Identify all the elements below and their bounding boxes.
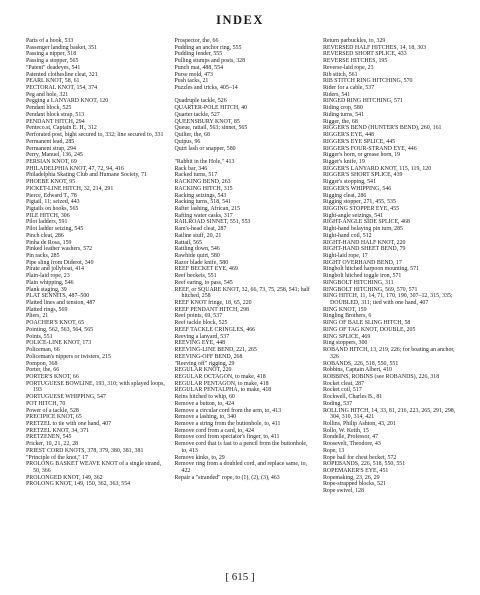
index-entry: RING OF BALE SLING HITCH, 58 [323,320,411,327]
index-entry: PILE HITCH, 306 [26,212,70,219]
index-entry: Reef points, 69, 537 [174,313,223,320]
index-entry: Reins hitched to whip, 60 [174,394,235,401]
index-entry: Purse mold, 473 [174,71,213,78]
index-entry: Roosevelt, Theodore, 43 [323,441,381,448]
index-entry: Reef tackle block, 525 [174,320,228,327]
index-entry: ROBBINS, ROBINS (see ROBANDS), 226, 318 [323,373,440,380]
index-entry: Points, 551 [26,333,53,340]
index-entry: REVERSED HALF HITCHES, 14, 18, 303 [323,44,427,51]
index-entry: Racking seizings, 543 [174,192,227,199]
index-entry: RIGGER'S SHORT SPLICE, 439 [323,172,403,179]
index-entry: Remove ring from a doubled cord, and replace same, to, 422 [174,461,307,474]
index-entry: RIGGER'S EYE SPLICE, 445 [323,138,396,145]
index-entry: PRECIPICE KNOT, 65 [26,414,82,421]
index-entry: RIGGER'S LANYARD KNOT, 115, 119, 120 [323,165,432,172]
index-entry: PECTORAL KNOT, 154, 374 [26,85,98,92]
index-entry: Right-hand coil, 512 [323,232,372,239]
page-title: INDEX [216,13,264,27]
index-entry: Perforated post, bight secured to, 332; line secured to, 331 [26,132,164,139]
index-entry: Power of a tackle, 528 [26,407,79,414]
index-entry: Return parbuckles, to, 329 [323,38,386,44]
index-entry: Remove cord from spectator's finger, to, 411 [174,434,280,441]
index-entry: RIB STITCH RING HITCHING, 570 [323,78,413,85]
index-entry: Right-laid rope, 17 [323,253,368,259]
index-entry: Philadelphia Skating Club and Humane Society, 71 [26,172,147,179]
index-entry: PRETZENEN, 545 [26,434,72,441]
index-entry: Razor blade knife, 580 [174,259,229,266]
index-entry: PRETZEL to tie with one hand, 407 [26,420,112,427]
index-entry: POLICE-LINE KNOT, 173 [26,340,92,347]
index-entry: PORTUGUESE BOWLINE, 193, 310; with splayed loops, 193 [26,380,165,394]
index-entry: Pendant block strap, 513 [26,111,85,118]
index-entry: REVERSE HITCHES, 195 [323,58,388,65]
index-entry: Rattling down, 546 [174,246,220,253]
index-entry: RACKING BEND, 263 [174,179,231,186]
index-entry: RIGHT-HAND SHEET BEND, 79 [323,246,406,253]
index-entry: Quirt lash or snapper, 580 [174,145,236,152]
index-entry: Ring stoppers, 300 [323,340,368,347]
index-entry: Pompon, 368 [26,360,58,367]
index-entry: RIGGER'S WHIPPING, 546 [323,185,392,192]
index-entry: PROLONG KNOT, 149, 150, 362, 363, 554 [26,481,131,488]
index-entry [175,92,314,99]
index-entry: PROLONG BASKET WEAVE KNOT of a single strand, 50, 366 [26,461,162,474]
index-entry: Rack bar, 346 [174,165,208,172]
index-entry: Perry, Manuel, 136, 245 [26,152,83,159]
index-entry: PORTER'S KNOT, 66 [26,373,79,380]
index-entry: Pigtails on hooks, 565 [26,205,79,212]
index-entry: QUEENSBURY KNOT, 85 [174,118,240,125]
index-entry: Policeman, 66 [26,347,60,354]
index-entry: Pinked leather washers, 572 [26,246,93,253]
index-entry: RIGHT OVERHAND BEND, 17 [323,259,402,266]
index-entry: Rigging stopper, 271, 455, 535 [323,199,396,206]
index-entry: REVERSED SHORT SPLICE, 433 [323,51,407,58]
index-entry: Ram's-head cleat, 287 [174,226,227,233]
index-entry: Pinch cleat, 286 [26,232,64,239]
index-entry: Quilter, the, 68 [174,132,210,139]
index-entry: Rocket cleat, 287 [323,380,365,387]
index-entry: Riding turns, 541 [323,111,365,118]
index-entry: Platted rings, 569 [26,306,68,313]
index-entry: RAILROAD SINNET, 551, 553 [174,219,251,226]
index-entry: Reeving a lanyard, 537 [174,333,230,340]
index-entry: Rattail, 565 [174,239,202,246]
index-entry: RING OF TAG KNOT, DOUBLE, 205 [323,326,416,333]
index-entry: Passing a stopper, 565 [26,58,79,65]
index-entry: Roding, 537 [323,400,353,407]
index-entry: PRETZEL KNOT, 34, 371 [26,427,89,434]
index-entry: Repair a "stranded" rope, to (1), (2), (3), 463 [174,474,280,481]
index-entry: ROBAND HITCH, 13, 219, 226; for boating an anchor, 326 [323,347,455,360]
index-entry: Pointing, 562, 563, 564, 565 [26,326,94,333]
index-entry: Peg and hole, 321 [26,91,69,98]
index-entry: Racking turns, 518, 541 [174,199,231,206]
index-entry: Permanent strap, 294 [26,145,76,152]
index-entry: Pilot ladder seizing, 545 [26,226,84,233]
index-entry: Racked turns, 517 [174,172,218,179]
index-entry: Plank staging, 39 [26,286,67,293]
index-entry: Rib stitch, 561 [323,71,358,78]
index-entry: Remove kinks, to, 29 [174,454,225,461]
index-entry: RING SPLICE, 469 [323,333,371,340]
index-entry: RINGED RING HITCHING, 571 [323,98,403,105]
page-number: [ 615 ] [225,571,255,583]
index-entry: ROBANDS, 226, 518, 550, 551 [323,360,399,367]
index-entry: Permanent lead, 285 [26,138,75,145]
index-entry: Penteco.st, Captain E. H., 312 [26,125,97,132]
index-entry: Rafting water casks, 317 [174,212,233,219]
index-entry: "Patent" deadeyes, 541 [26,64,81,71]
index-entry: Rope-strapped blocks, 521 [323,481,386,488]
index-entry: Plain whipping, 546 [26,279,74,286]
index-entry: ROPEBANDS, 226, 518, 550, 551 [323,461,406,468]
index-entry: PENDANT HITCH, 294 [26,118,85,125]
index-entry: RING KNOT, 159 [323,306,367,313]
index-entry: Right-hand belaying pin turn, 285 [323,226,404,233]
index-entry: Remove a lashing, to, 340 [174,414,237,421]
index-entry: Pierce, Edward T., 78 [26,192,77,199]
index-entry: Rope swivel, 128 [323,488,365,495]
index-entry: Remove a button, to, 424 [174,400,235,407]
index-columns [26,38,462,548]
index-entry: POACHER'S KNOT, 65 [26,320,85,327]
index-entry: Rigger's horn, or grease horn, 19 [323,152,401,159]
index-entry: REEF PENDANT HITCH, 298 [174,306,250,313]
index-entry: Rafter lashing, African, 215 [174,205,241,212]
index-entry: Reef beckets, 551 [174,273,217,280]
index-entry: RIGGER'S BEND (HUNTER'S BEND), 260, 161 [323,125,442,132]
index-entry: Parts of a hook, 533 [26,38,74,44]
index-entry: PERSIAN KNOT, 69 [26,158,77,165]
index-entry: Rawhide quirt, 580 [174,253,220,259]
index-entry: RACKING HITCH, 315 [174,185,233,192]
index-entry: PEARL KNOT, 58, 61 [26,78,80,85]
index-entry: Pliers, 21 [26,313,49,320]
index-entry: REEVING EYE, 448 [174,340,226,347]
index-entry: Pilot ladders, 591 [26,219,68,226]
index-entry: Robbins, Captain Albert, 410 [323,367,392,374]
index-entry: Riding crop, 580 [323,105,363,112]
index-entry: Pigtail, 11; seized, 443 [26,199,80,206]
index-entry: Remove a string from the buttonhole, to, 411 [174,420,281,427]
index-entry: Remove cord that is fast to a pencil from the buttonhole, to, 413 [174,441,308,454]
index-entry: Rider for a cable, 537 [323,85,375,92]
index-entry: PORTUGUESE WHIPPING, 547 [26,394,106,401]
index-entry: QUARTER-POLE HITCH, 40 [174,105,247,112]
index-entry: Rigging cleat, 286 [323,192,367,199]
index-entry: Rigger, the, 68 [323,118,358,125]
index-entry: REGULAR OCTAGON, to make, 418 [174,373,266,380]
index-entry: Pirate and jollyboat, 414 [26,266,84,273]
index-entry: Pendant block, 525 [26,105,72,112]
index-entry: Pudding an anchor ring, 555 [174,44,242,51]
index-entry: RIGHT-HAND HALF KNOT, 220 [323,239,406,246]
index-entry: RINGBOLT HITCHING, 569, 570, 571 [323,286,418,293]
index-entry: "Rabbit in the Hole," 413 [174,158,235,165]
index-entry: REGULAR KNOT, 220 [174,367,232,374]
index-entry: Passing a nipper, 518 [26,51,77,58]
index-entry: PROLONGED KNOT, 149, 362 [26,474,103,481]
index-entry: PRIEST CORD KNOTS, 378, 379, 380, 381, 381 [26,447,144,454]
index-entry: Prospector, the, 66 [174,38,219,44]
index-entry: Remove a circular cord from the arm, to, 413 [174,407,282,414]
index-entry: RIGGING STOPPER EYE, 455 [323,205,400,212]
index-entry: Pinha de Rosa, 159 [26,239,72,246]
index-entry: Pegging a LANYARD KNOT, 120 [26,98,109,105]
index-entry: RIGGER'S FOUR-STRAND EYE, 446 [323,145,417,152]
index-column-2 [175,38,314,548]
index-entry: Plain-laid rope, 23 [26,273,70,280]
index-entry: PLAT SENNITS, 487–500 [26,293,90,300]
index-entry: Ringbolt hitched toggle iron, 571 [323,273,402,280]
index-entry: REEVING-LINE BEND, 221, 265 [174,347,257,354]
index-entry: Quadruple tackle, 526 [174,98,227,105]
index-entry: Pudding fender, 555 [174,51,223,58]
index-entry: Pin racks, 285 [26,253,60,259]
index-entry: Rope, 13 [323,447,345,454]
index-entry: Push tacks, 21 [174,78,209,85]
index-entry: Ropemaking, 23, 26, 29 [323,474,380,481]
index-entry: Right-angle seizings, 541 [323,212,384,219]
index-entry: Ratline stuff, 20, 21 [174,232,222,239]
index-entry: RIGGER'S EYE, 448 [323,132,374,139]
index-entry: Punch mat, 488, 554 [174,64,224,71]
index-entry: Riders, 541 [323,91,351,98]
index-entry: Policeman's nippers or twisters, 215 [26,353,111,360]
index-entry: "Principle of the knot," 17 [26,454,88,461]
index-entry: PICKET-LINE HITCH, 32, 214, 291 [26,185,114,192]
index-entry: PHILADELPHIA KNOT, 47, 72, 94, 416 [26,165,124,172]
index-entry: RIGHT-ANGLE SIDE SPLICE, 468 [323,219,410,226]
index-entry: REEF KNOT fringe, 18, 65, 220 [174,300,252,307]
index-entry: Pricker, 10, 21, 22, 28 [26,441,79,448]
index-entry [175,152,314,159]
index-entry: Porter, the, 66 [26,367,60,374]
index-entry: "Reeving off" rigging, 29 [174,360,235,367]
index-entry: Rockwell, Charles B., 81 [323,394,383,401]
index-entry: Puzzles and tricks, 405–14 [174,85,238,92]
index-entry: Remove cord from a card, to, 424 [174,427,254,434]
index-entry: Queue, rattail, 563; sinnet, 565 [174,125,248,132]
index-entry: Quipus, 96 [174,138,201,145]
index-entry: Rocket coil, 517 [323,387,362,394]
index-entry: Reef earing, to pass, 545 [174,279,233,286]
index-entry: ROLLING HITCH, 14, 33, 81, 216, 223, 265, 291, 298, 304, 310, 314, 421 [323,407,456,421]
index-entry: Rollo, W. Keith, 15 [323,427,369,434]
index-entry: RING HITCH, 11, 14, 71, 170, 190, 307–12, 315, 335; DOUBLED, 311; tied with one hand, 407 [323,293,453,307]
index-column-3 [323,38,462,548]
index-entry: ROPEMAKER'S EYE, 451 [323,468,389,474]
index-entry: Rondelle, Professor, 47 [323,434,379,441]
index-entry: REEF BECKET EYE, 469 [174,266,238,273]
index-entry: Quarter tackle, 527 [174,111,220,118]
index-entry: Rollins, Philip Ashton, 43, 201 [323,420,396,427]
index-entry: Ringbolt hitched harpoon mounting, 571 [323,266,420,273]
index-entry: Ringling Brothers, 6 [323,313,372,320]
index-column-1 [26,38,165,548]
index-entry: REEVING-OFF BEND, 268 [174,353,243,360]
index-entry: REGULAR PENTAGON, to make, 418 [174,380,269,387]
index-entry: POT HITCH, 70 [26,400,66,407]
index-entry: Rigger's stopping, 541 [323,179,376,186]
index-entry: Rope bail for chest becket, 572 [323,454,397,461]
index-entry: Passenger landing basket, 351 [26,44,98,51]
index-entry: PHOEBE KNOT, 95 [26,179,76,186]
index-entry: REGULAR PENTALPHA, to make, 418 [174,387,272,394]
index-entry: REEF TACKLE CRINGLES, 466 [174,326,256,333]
index-entry: Reverse-laid rope, 23 [323,64,374,71]
index-entry: REEF, or SQUARE KNOT, 32, 66, 73, 75, 258, 541; half hitched, 258 [174,286,310,300]
index-entry: Pipe sling from Diderot, 349 [26,259,94,266]
index-entry: RINGBOLT HITCHING, 311 [323,279,394,286]
index-entry: Rigger's knife, 19 [323,158,365,165]
index-entry: Platted lines and tension, 487 [26,300,96,307]
index-entry: Patented clothesline cleat, 321 [26,71,98,78]
index-entry: Pulling stumps and posts, 328 [174,58,246,65]
